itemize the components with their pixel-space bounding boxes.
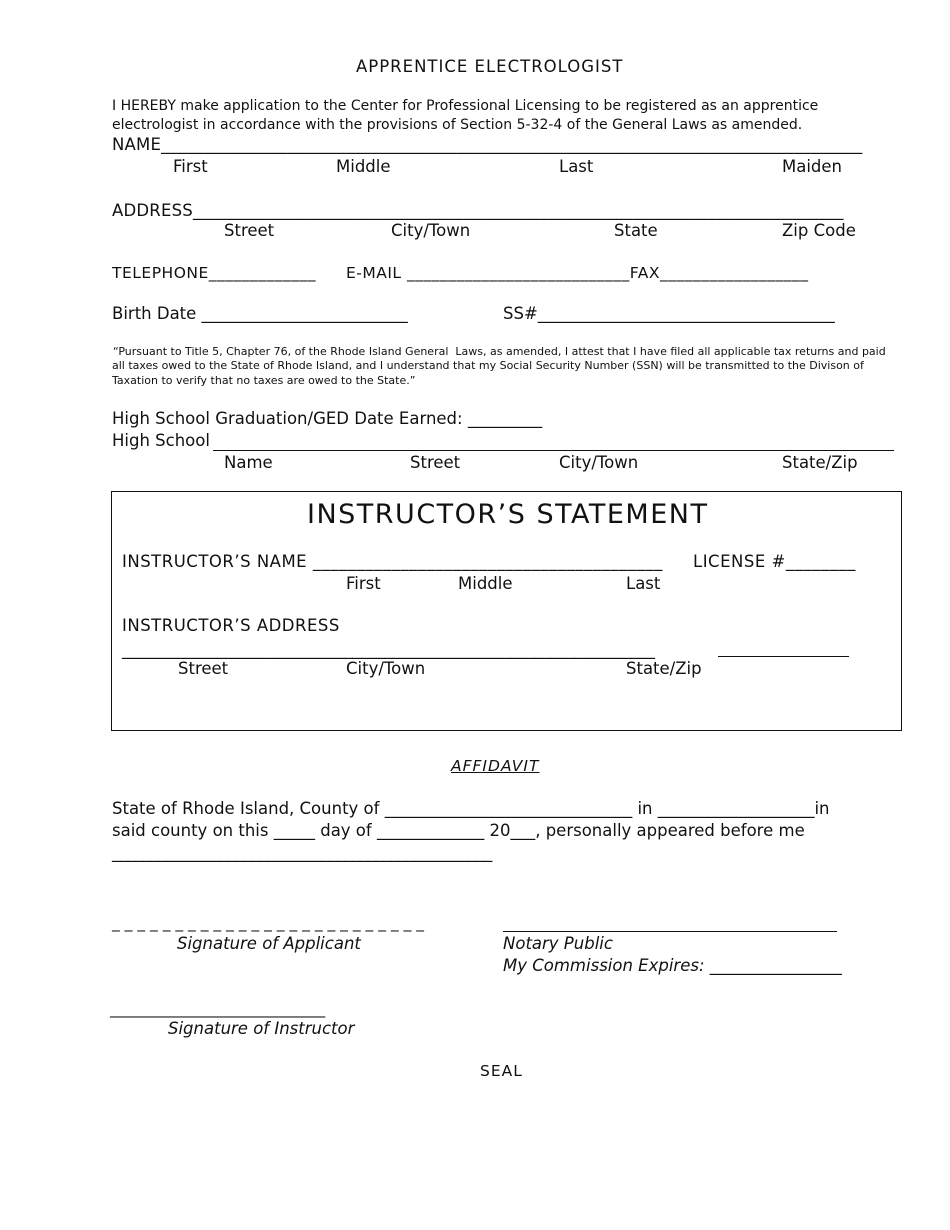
address-sub-state: State: [614, 221, 658, 240]
name-sub-last: Last: [559, 157, 594, 176]
affidavit-heading: AFFIDAVIT: [451, 757, 540, 775]
high-school-label: High School: [112, 431, 210, 450]
notary-public-label: Notary Public: [503, 934, 613, 953]
instructor-sub-street: Street: [178, 659, 229, 678]
instructor-sub-city: City/Town: [346, 659, 426, 678]
tax-statement-line-1: “Pursuant to Title 5, Chapter 76, of the Rhode Island General Laws, as amended, I attest that I have filed all applicable tax returns and paid: [113, 345, 886, 358]
ss-field[interactable]: SS#____________________________________: [503, 304, 835, 323]
address-sub-zip: Zip Code: [782, 221, 856, 240]
affidavit-line-2[interactable]: said county on this _____ day of _____________ 20___, personally appeared before me: [112, 821, 805, 840]
instructor-sub-last: Last: [626, 574, 661, 593]
birth-date-field[interactable]: Birth Date _________________________: [112, 304, 408, 323]
instructor-signature-label: Signature of Instructor: [168, 1019, 355, 1038]
address-sub-street: Street: [224, 221, 275, 240]
name-sub-first: First: [173, 157, 208, 176]
name-sub-maiden: Maiden: [782, 157, 843, 176]
school-sub-street: Street: [410, 453, 461, 472]
instructor-signature-line[interactable]: ______________________________: [110, 1000, 325, 1018]
name-sub-middle: Middle: [336, 157, 391, 176]
high-school-input-line[interactable]: [213, 450, 894, 451]
instructor-address-line-extension: [718, 656, 849, 657]
instructor-sub-middle: Middle: [458, 574, 513, 593]
applicant-signature-label: Signature of Applicant: [177, 934, 361, 953]
school-sub-city: City/Town: [559, 453, 639, 472]
instructor-statement-heading: INSTRUCTOR’S STATEMENT: [307, 499, 709, 530]
instructor-sub-first: First: [346, 574, 381, 593]
notary-signature-line[interactable]: [503, 931, 837, 932]
applicant-signature-line[interactable]: _ _ _ _ _ _ _ _ _ _ _ _ _ _ _ _ _ _ _ _ _ _ _ _ _: [112, 914, 424, 932]
school-sub-name: Name: [224, 453, 273, 472]
tax-statement-line-2: all taxes owed to the State of Rhode Island, and I understand that my Social Security Number (SSN) will be transmitted to the Divison of: [112, 359, 864, 372]
tax-statement-line-3: Taxation to verify that no taxes are owed to the State.”: [112, 374, 416, 387]
affidavit-line-1[interactable]: State of Rhode Island, County of ______________________________ in ___________________in: [112, 799, 830, 818]
address-sub-city: City/Town: [391, 221, 471, 240]
instructor-address-label: INSTRUCTOR’S ADDRESS: [122, 616, 340, 635]
intro-line-2: electrologist in accordance with the provisions of Section 5-32-4 of the General Laws as amended.: [112, 117, 803, 133]
instructor-license-field[interactable]: LICENSE #________: [693, 552, 856, 571]
graduation-date-field[interactable]: High School Graduation/GED Date Earned: _________: [112, 409, 543, 428]
seal-label: SEAL: [480, 1062, 523, 1080]
instructor-name-field[interactable]: INSTRUCTOR’S NAME ________________________________________: [122, 552, 663, 571]
instructor-address-field[interactable]: ___________________________________________________________________: [122, 640, 655, 659]
affidavit-line-3[interactable]: _________________________________________________: [112, 843, 492, 862]
intro-line-1: I HEREBY make application to the Center for Professional Licensing to be registered as an apprentice: [112, 98, 819, 114]
school-sub-state-zip: State/Zip: [782, 453, 858, 472]
form-title: APPRENTICE ELECTROLOGIST: [356, 57, 624, 76]
email-fax-field[interactable]: E-MAIL ___________________________FAX__________________: [346, 264, 809, 282]
address-field[interactable]: ADDRESS_____________________________________________________________________________: [112, 201, 844, 220]
name-field[interactable]: NAME___________________________________________________________________________________: [112, 135, 863, 154]
instructor-sub-state-zip: State/Zip: [626, 659, 702, 678]
commission-expires-field[interactable]: My Commission Expires: ________________: [503, 956, 842, 975]
telephone-field[interactable]: TELEPHONE_____________: [112, 264, 317, 282]
